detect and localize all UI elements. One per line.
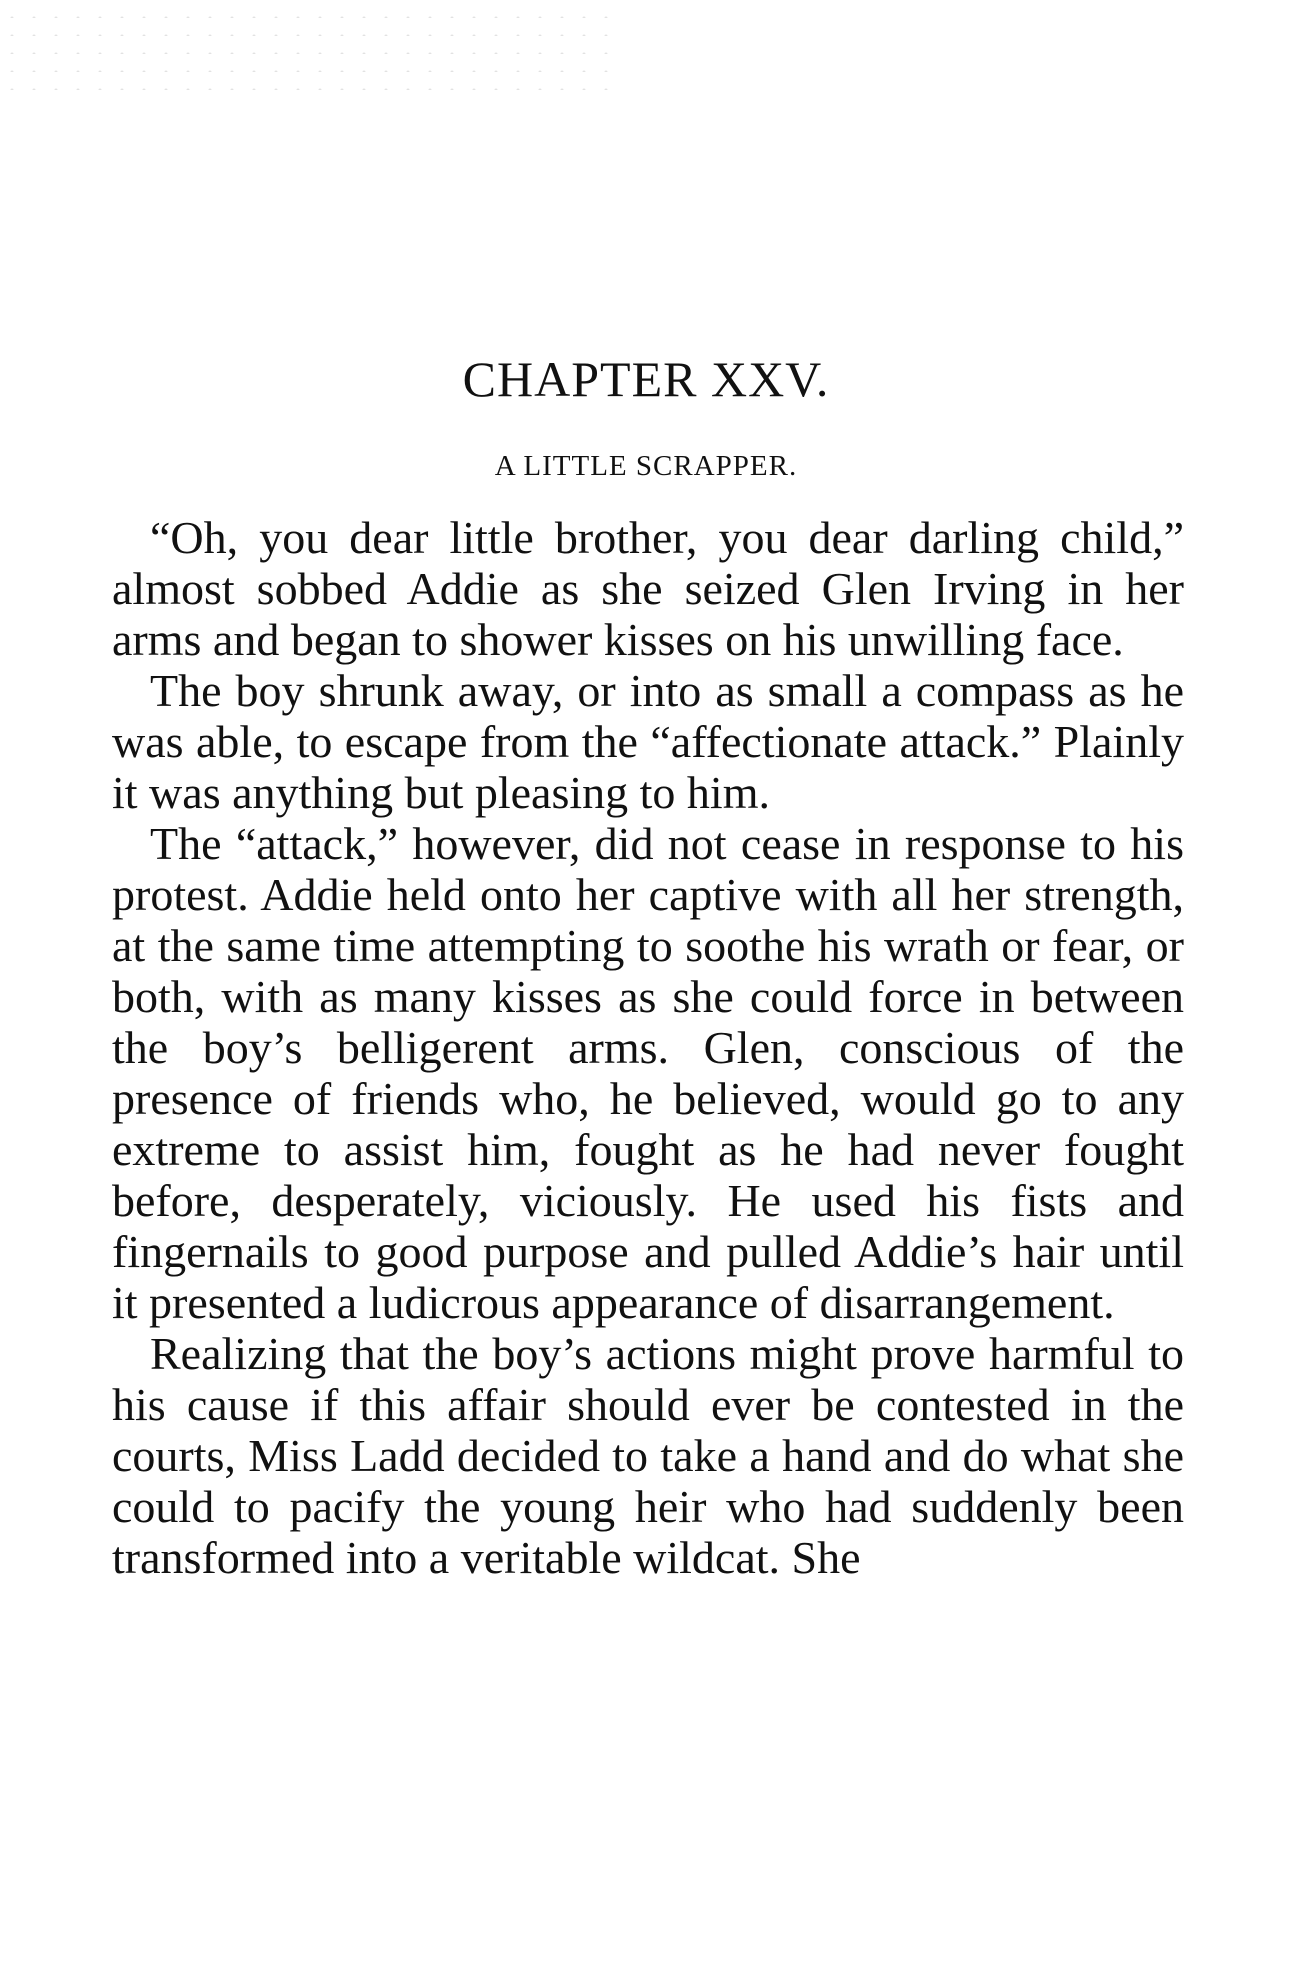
chapter-subtitle: A LITTLE SCRAPPER.: [494, 450, 798, 482]
paragraph-4: Realizing that the boy’s actions might prove harmful to his cause if this affair should ever be contested in the courts, Miss Ladd decided to take a hand and do what she could to pacify the young heir who had suddenly been transformed into a veritable wildcat. She: [112, 1328, 1184, 1583]
paragraph-1: “Oh, you dear little brother, you dear darling child,” almost sobbed Addie as she seized Glen Irving in her arms and began to shower kisses on his unwilling face.: [112, 512, 1184, 665]
paragraph-3: The “attack,” however, did not cease in response to his protest. Addie held onto her captive with all her strength, at the same time attempting to soothe his wrath or fear, or both, with as many kisses as she could force in between the boy’s belligerent arms. Glen, conscious of the presence of friends who, he believed, would go to any extreme to assist him, fought as he had never fought before, desperately, viciously. He used his fists and fingernails to good purpose and pulled Addie’s hair until it presented a ludicrous appearance of disarrangement.: [112, 818, 1184, 1328]
paragraph-2: The boy shrunk away, or into as small a compass as he was able, to escape from the “affectionate attack.” Plainly it was anything but pleasing to him.: [112, 665, 1184, 818]
body-text: [112, 512, 1184, 1583]
chapter-title: CHAPTER XXV.: [462, 351, 830, 407]
scan-noise: [0, 0, 620, 90]
